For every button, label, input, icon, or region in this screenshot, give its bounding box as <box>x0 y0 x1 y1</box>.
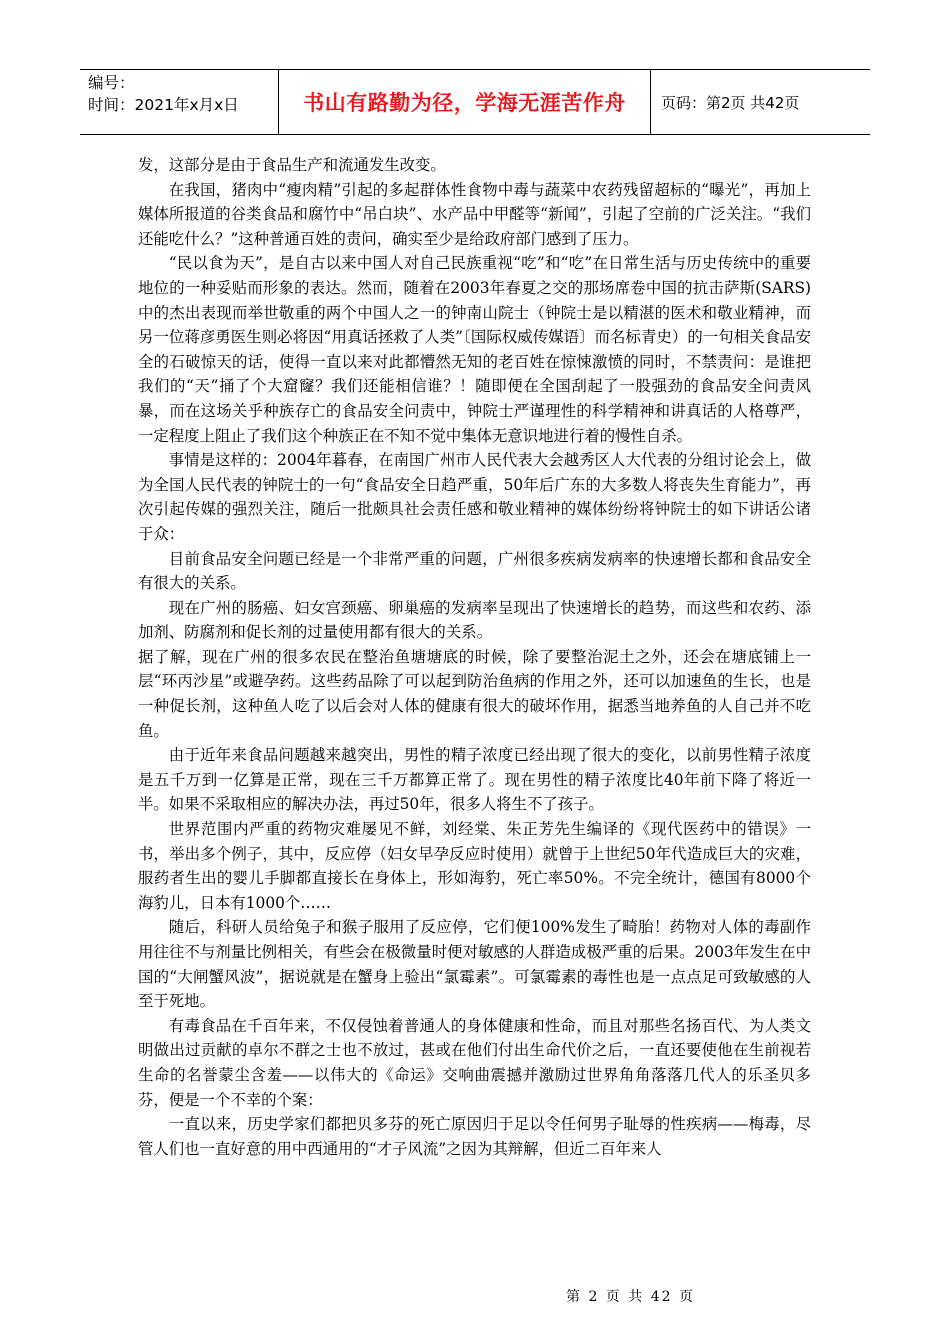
number-label: 编号： <box>88 74 135 92</box>
paragraph: 据了解，现在广州的很多农民在整治鱼塘塘底的时候，除了要整治泥土之外，还会在塘底铺上一层“环丙沙星”或避孕药。这些药品除了可以起到防治鱼病的作用之外，还可以加速鱼的生长，也是一种促长剂，这种鱼人吃了以后会对人体的健康有很大的破坏作用，据悉当地养鱼的人自己并不吃鱼。 <box>138 647 811 740</box>
paragraph: 在我国，猪肉中“瘦肉精”引起的多起群体性食物中毒与蔬菜中农药残留超标的“曝光”，再加上媒体所报道的谷类食品和腐竹中“吊白块”、水产品中甲醛等“新闻”，引起了空前的广泛关注。“我们还能吃什么？”这种普通百姓的责问，确实至少是给政府部门感到了压力。 <box>138 180 811 248</box>
header-page-info: 页码：第2页 共42页 <box>661 93 800 112</box>
page-header <box>80 69 870 135</box>
paragraph: 一直以来，历史学家们都把贝多芬的死亡原因归于足以令任何男子耻辱的性疾病——梅毒，尽管人们也一直好意的用中西通用的“才子风流”之因为其辩解，但近二百年来人 <box>138 1115 811 1158</box>
date-label: 时间：2021年x月x日 <box>88 96 239 114</box>
header-meta <box>80 70 279 134</box>
header-motto: 书山有路勤为径，学海无涯苦作舟 <box>279 70 651 134</box>
paragraph: 随后，科研人员给兔子和猴子服用了反应停，它们便100%发生了畸胎！药物对人体的毒副作用往往不与剂量比例相关，有些会在极微量时便对敏感的人群造成极严重的后果。2003年发生在中国的“大闸蟹风波”，据说就是在蟹身上验出“氯霉素”。可氯霉素的毒性也是一点点足可致敏感的人至于死地。 <box>138 918 811 1011</box>
paragraph: 目前食品安全问题已经是一个非常严重的问题，广州很多疾病发病率的快速增长都和食品安全有很大的关系。 <box>138 549 811 593</box>
paragraph: 事情是这样的：2004年暮春，在南国广州市人民代表大会越秀区人大代表的分组讨论会上，做为全国人民代表的钟院士的一句“食品安全日趋严重，50年后广东的大多数人将丧失生育能力”，再次引起传媒的强烈关注，随后一批颇具社会责任感和敬业精神的媒体纷纷将钟院士的如下讲话公诸于众： <box>138 451 811 543</box>
paragraph: 现在广州的肠癌、妇女宫颈癌、卵巢癌的发病率呈现出了快速增长的趋势，而这些和农药、添加剂、防腐剂和促长剂的过量使用都有很大的关系。 <box>138 598 811 642</box>
paragraph: 发，这部分是由于食品生产和流通发生改变。 <box>138 156 446 174</box>
paragraph: 由于近年来食品问题越来越突出，男性的精子浓度已经出现了很大的变化，以前男性精子浓度是五千万到一亿算是正常，现在三千万都算正常了。现在男性的精子浓度比40年前下降了将近一半。如果不采取相应的解决办法，再过50年，很多人将生不了孩子。 <box>138 746 811 814</box>
paragraph: 有毒食品在千百年来，不仅侵蚀着普通人的身体健康和性命，而且对那些名扬百代、为人类文明做出过贡献的卓尔不群之士也不放过，甚或在他们付出生命代价之后，一直还要使他在生前视若生命的名誉蒙尘含羞——以伟大的《命运》交响曲震撼并激励过世界角角落落几代人的乐圣贝多芬，便是一个不幸的个案： <box>138 1016 811 1109</box>
paragraph: “民以食为天”，是自古以来中国人对自己民族重视“吃”和“吃”在日常生活与历史传统中的重要地位的一种妥贴而形象的表达。然而，随着在2003年春夏之交的那场席卷中国的抗击萨斯(SARS)中的杰出表现而举世敬重的两个中国人之一的钟南山院士（钟院士是以精湛的医术和敬业精神，而另一位蒋彦勇医生则必将因“用真话拯救了人类”〔国际权威传媒语〕而名标青史）的一句相关食品安全的石破惊天的话，使得一直以来对此都懵然无知的老百姓在惊悚激愤的同时，不禁责问：是谁把我们的“天”捅了个大窟窿？我们还能相信谁？！随即便在全国刮起了一股强劲的食品安全问责风暴，而在这场关乎种族存亡的食品安全问责中，钟院士严谨理性的科学精神和讲真话的人格尊严，一定程度上阻止了我们这个种族正在不知不觉中集体无意识地进行着的慢性自杀。 <box>138 254 811 445</box>
paragraph: 世界范围内严重的药物灾难屡见不鲜，刘经棠、朱正芳先生编译的《现代医药中的错误》一书，举出多个例子，其中，反应停（妇女早孕反应时使用）就曾于上世纪50年代造成巨大的灾难，服药者生出的婴儿手脚都直接长在身体上，形如海豹，死亡率50%。不完全统计，德国有8000个海豹儿，日本有1000个…… <box>138 820 811 912</box>
page-footer: 第 2 页 共 42 页 <box>566 1289 695 1305</box>
document-body <box>138 153 811 1161</box>
